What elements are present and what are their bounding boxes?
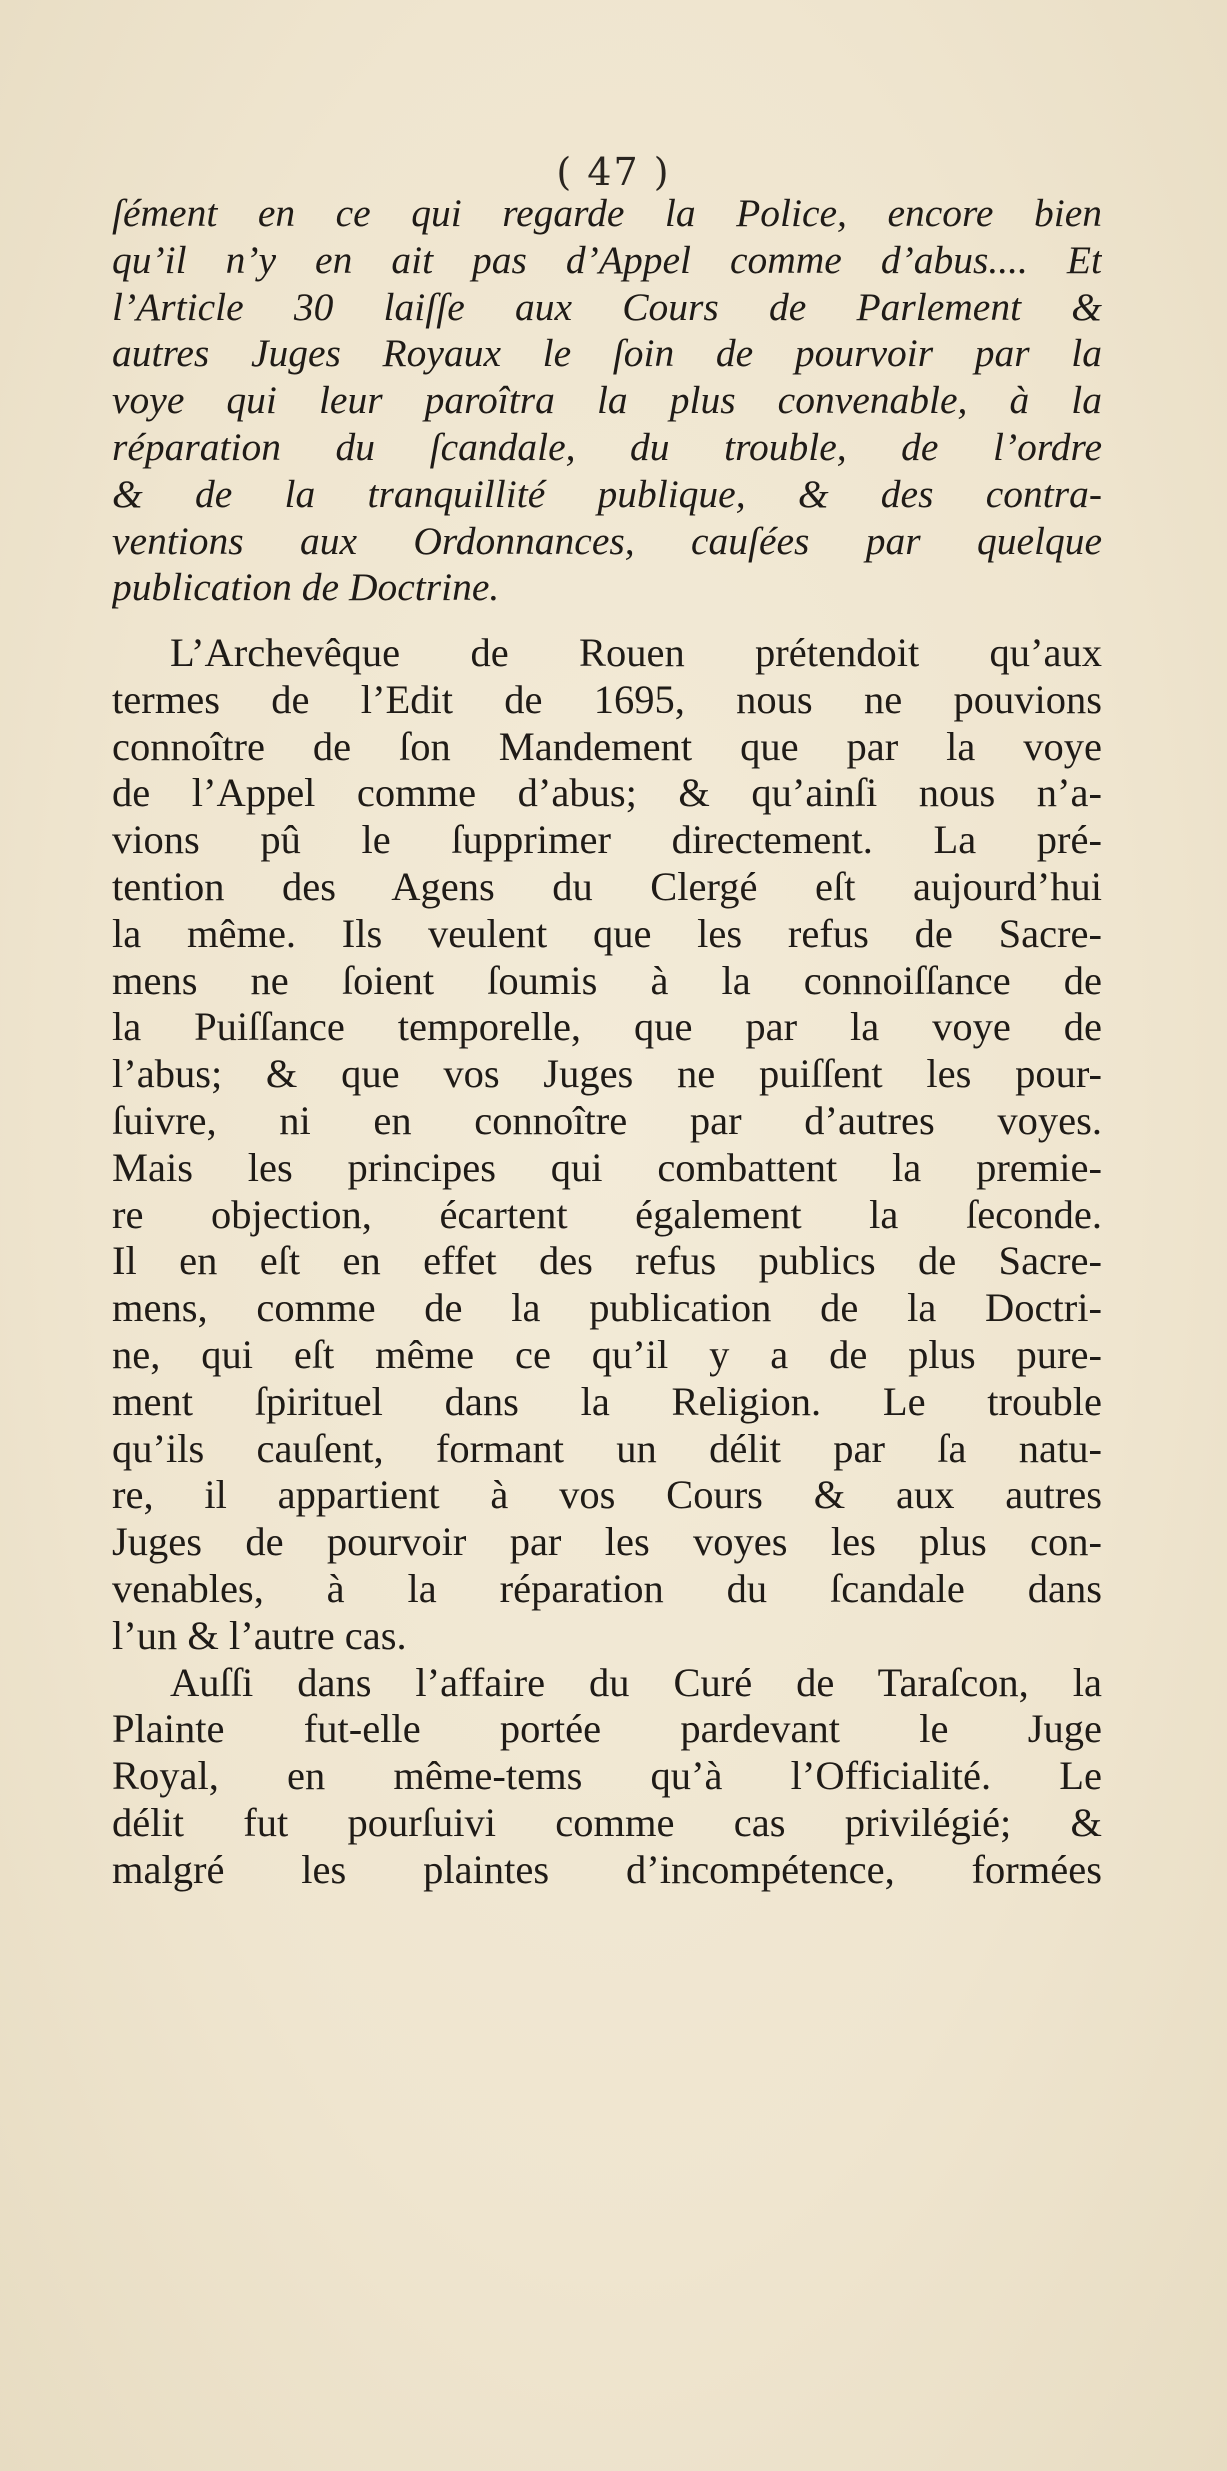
text-line: mens, comme de la publication de la Doctri-: [112, 1285, 1102, 1331]
text-line: réparation du ſcandale, du trouble, de l’ordre: [112, 424, 1102, 469]
text-line: Il en eſt en effet des refus publics de Sacre-: [112, 1238, 1102, 1284]
text-line: termes de l’Edit de 1695, nous ne pouvions: [112, 676, 1102, 722]
text-line: la même. Ils veulent que les refus de Sacre-: [112, 910, 1102, 956]
text-line: publication de Doctrine.: [112, 565, 500, 610]
text-line: Juges de pourvoir par les voyes les plus con-: [112, 1519, 1102, 1565]
page-number: ( 47 ): [556, 150, 671, 194]
text-line: ment ſpirituel dans la Religion. Le trouble: [112, 1378, 1102, 1424]
text-line: délit fut pourſuivi comme cas privilégié; &: [112, 1799, 1102, 1845]
quoted-italic-passage: [112, 190, 1102, 611]
text-line: ſément en ce qui regarde la Police, encore bien: [112, 191, 1102, 235]
text-line: la Puiſſance temporelle, que par la voye de: [112, 1004, 1102, 1050]
text-line: & de la tranquillité publique, & des contra-: [112, 471, 1102, 516]
text-line: malgré les plaintes d’incompétence, formées: [112, 1846, 1102, 1892]
text-line: ne, qui eſt même ce qu’il y a de plus pure-: [112, 1331, 1102, 1377]
text-line: l’Article 30 laiſſe aux Cours de Parlement &: [112, 284, 1102, 329]
text-line: venables, à la réparation du ſcandale dans: [112, 1565, 1102, 1611]
text-line: qu’ils cauſent, formant un délit par ſa natu-: [112, 1425, 1102, 1471]
text-line: vions pû le ſupprimer directement. La pré-: [112, 817, 1102, 863]
text-line: ventions aux Ordonnances, cauſées par quelque: [112, 518, 1102, 563]
text-line: Plainte fut-elle portée pardevant le Juge: [112, 1706, 1102, 1752]
text-line: Auſſi dans l’affaire du Curé de Taraſcon, la: [170, 1659, 1102, 1705]
text-line: l’un & l’autre cas.: [112, 1612, 407, 1658]
text-line: re, il appartient à vos Cours & aux autres: [112, 1472, 1102, 1518]
text-line: re objection, écartent également la ſeconde.: [112, 1191, 1102, 1237]
text-line: qu’il n’y en ait pas d’Appel comme d’abus.... Et: [112, 237, 1102, 282]
text-line: tention des Agens du Clergé eſt aujourd’hui: [112, 863, 1102, 909]
text-line: Mais les principes qui combattent la premie-: [112, 1144, 1102, 1190]
text-line: voye qui leur paroîtra la plus convenable, à la: [112, 378, 1102, 423]
text-line: l’abus; & que vos Juges ne puiſſent les pour-: [112, 1051, 1102, 1097]
text-line: autres Juges Royaux le ſoin de pourvoir par la: [112, 331, 1102, 376]
text-line: Royal, en même-tems qu’à l’Officialité. Le: [112, 1753, 1102, 1799]
text-line: connoître de ſon Mandement que par la voye: [112, 723, 1102, 769]
text-line: ſuivre, ni en connoître par d’autres voyes.: [112, 1097, 1102, 1143]
body-passage: [112, 630, 1102, 1894]
text-line: de l’Appel comme d’abus; & qu’ainſi nous n’a-: [112, 770, 1102, 816]
text-line: mens ne ſoient ſoumis à la connoiſſance de: [112, 957, 1102, 1003]
text-line: L’Archevêque de Rouen prétendoit qu’aux: [170, 630, 1102, 675]
